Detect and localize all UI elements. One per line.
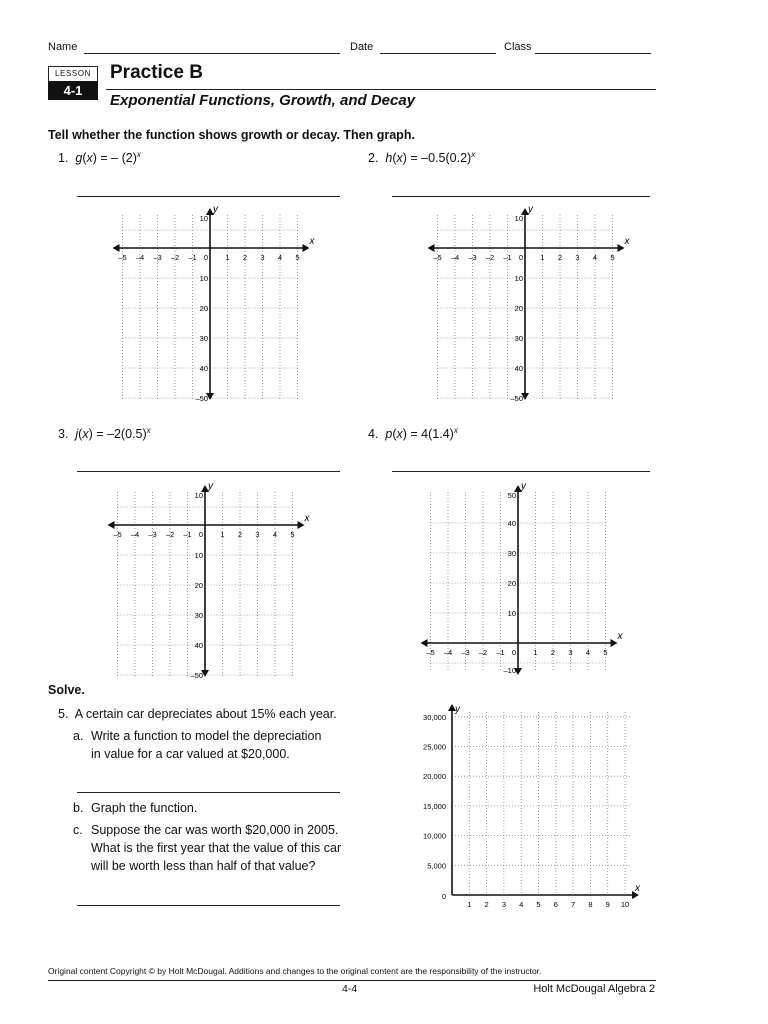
y-tick-label: –50 (195, 394, 208, 403)
x-tick-label: –4 (450, 253, 460, 262)
y-tick-label: 0 (441, 892, 446, 901)
x-tick-label: 3 (260, 253, 265, 262)
x-tick-label: 1 (540, 253, 545, 262)
y-tick-label: 10,000 (423, 831, 446, 841)
book-title: Holt McDougal Algebra 2 (533, 983, 655, 995)
x-tick-label: 1 (225, 253, 230, 262)
y-tick-label: 20 (199, 304, 208, 313)
problem-4: 4. $p(x) = 4(1.4)^x$ (368, 426, 458, 442)
y-tick-label: 10 (507, 609, 516, 618)
y-tick-label: 40 (194, 641, 203, 650)
y-tick-label: 5,000 (427, 861, 446, 871)
x-tick-label: 0 (511, 648, 517, 657)
class-field[interactable] (535, 53, 651, 54)
x-axis-label: x (304, 513, 310, 524)
section1-instructions: Tell whether the function shows growth or decay. Then graph. (48, 128, 415, 142)
x-axis-arrow-right (298, 521, 305, 529)
x-tick-label: –2 (165, 530, 175, 539)
x-axis-label: x (309, 236, 315, 247)
name-label: Name (48, 41, 78, 53)
graph-4[interactable] (418, 477, 633, 687)
y-tick-label: 10 (194, 491, 203, 500)
x-tick-label: 3 (568, 648, 573, 657)
copyright-notice: Original content Copyright © by Holt McDougal. Additions and changes to the original content are the responsibility of the instructor. (48, 966, 542, 976)
x-tick-label: 1 (533, 648, 538, 657)
graph-1[interactable] (110, 200, 320, 410)
y-tick-label: 30 (514, 334, 523, 343)
part-c-text: Suppose the car was worth $20,000 in 2005. What is the first year that the value of this car will be worth less than half of that value? (91, 823, 342, 873)
x-tick-label: 3 (501, 900, 506, 909)
x-tick-label: 5 (295, 253, 300, 262)
y-tick-label: 15,000 (423, 801, 446, 811)
x-tick-label: –5 (433, 253, 442, 262)
answer-line-4[interactable] (392, 471, 650, 472)
x-tick-label: 3 (255, 530, 260, 539)
graph-3[interactable] (105, 477, 315, 687)
x-tick-label: 4 (592, 253, 598, 262)
lesson-label: LESSON (48, 66, 98, 81)
x-tick-label: 4 (519, 900, 524, 909)
x-tick-label: –1 (503, 253, 512, 262)
y-tick-label: 10 (199, 214, 208, 223)
answer-line-1[interactable] (77, 196, 340, 197)
title-rule (106, 89, 656, 90)
x-tick-label: –3 (461, 648, 470, 657)
answer-line-3[interactable] (77, 471, 340, 472)
page-subtitle: Exponential Functions, Growth, and Decay (110, 92, 416, 109)
date-label: Date (350, 41, 374, 53)
x-axis-arrow-right (303, 244, 310, 252)
x-tick-label: 2 (484, 900, 489, 909)
y-tick-label: 50 (507, 491, 516, 500)
x-tick-label: 10 (620, 900, 630, 909)
y-tick-label: 40 (507, 519, 516, 528)
problem-5: 5. A certain car depreciates about 15% each year. (58, 707, 337, 721)
y-tick-label: –10 (503, 666, 516, 675)
x-tick-label: –1 (496, 648, 505, 657)
problem-1: 1. g(x) = – $(2)^x$ (58, 150, 141, 166)
part-a-text: Write a function to model the depreciation in value for a car valued at $20,000. (91, 729, 322, 761)
x-tick-label: 5 (610, 253, 615, 262)
x-tick-label: –5 (118, 253, 127, 262)
y-tick-label: –50 (190, 671, 203, 680)
problem-2: 2. $h(x) = -0.5(0.2)^x$ (368, 150, 476, 166)
y-tick-label: 10 (514, 274, 523, 283)
x-tick-label: –3 (468, 253, 477, 262)
x-axis-label: x (635, 883, 640, 894)
x-tick-label: –2 (478, 648, 488, 657)
x-axis-arrow-left (428, 244, 435, 252)
x-tick-label: 5 (603, 648, 608, 657)
x-tick-label: 1 (467, 900, 472, 909)
x-tick-label: 2 (557, 253, 563, 262)
x-tick-label: –2 (485, 253, 495, 262)
x-tick-label: –4 (130, 530, 140, 539)
x-tick-label: 6 (553, 900, 558, 909)
y-tick-label: 30 (199, 334, 208, 343)
part-c-label: c. (73, 823, 83, 837)
y-tick-label: –50 (510, 394, 523, 403)
y-tick-label: 10 (514, 214, 523, 223)
x-tick-label: 4 (585, 648, 591, 657)
page-number: 4-4 (342, 983, 358, 995)
page-title: Practice B (110, 62, 203, 83)
y-axis-label: y (455, 704, 460, 715)
y-axis-label: y (208, 481, 213, 492)
y-tick-label: 40 (514, 364, 523, 373)
x-tick-label: 5 (290, 530, 295, 539)
x-tick-label: 0 (198, 530, 204, 539)
name-field[interactable] (84, 53, 340, 54)
x-tick-label: 4 (272, 530, 278, 539)
y-tick-label: 20,000 (423, 772, 446, 782)
x-tick-label: 2 (237, 530, 243, 539)
x-axis-arrow-right (611, 639, 618, 647)
x-axis-arrow-left (113, 244, 120, 252)
y-tick-label: 10 (199, 274, 208, 283)
y-axis-label: y (213, 204, 218, 215)
x-tick-label: 7 (571, 900, 576, 909)
y-tick-label: 20 (514, 304, 523, 313)
part-b-text: Graph the function. (91, 801, 198, 815)
x-tick-label: –3 (153, 253, 162, 262)
date-field[interactable] (380, 53, 496, 54)
car-value-graph[interactable] (405, 700, 645, 915)
x-tick-label: –5 (113, 530, 122, 539)
x-axis-label: x (624, 236, 630, 247)
x-tick-label: –1 (188, 253, 197, 262)
x-tick-label: 4 (277, 253, 283, 262)
lesson-badge (48, 66, 98, 100)
x-tick-label: –4 (443, 648, 453, 657)
x-tick-label: –4 (135, 253, 145, 262)
x-axis-arrow-left (108, 521, 115, 529)
x-tick-label: 1 (220, 530, 225, 539)
class-label: Class (504, 41, 532, 53)
section2-heading: Solve. (48, 683, 85, 697)
y-tick-label: 30,000 (423, 712, 446, 722)
footer-rule (48, 980, 656, 981)
y-tick-label: 40 (199, 364, 208, 373)
x-tick-label: –2 (170, 253, 180, 262)
x-axis-arrow-left (421, 639, 428, 647)
y-tick-label: 25,000 (423, 742, 446, 752)
x-tick-label: 3 (575, 253, 580, 262)
y-tick-label: 30 (194, 611, 203, 620)
y-tick-label: 10 (194, 551, 203, 560)
problem-3: 3. $j(x) = -2(0.5)^x$ (58, 426, 151, 442)
x-tick-label: 5 (536, 900, 541, 909)
answer-line-2[interactable] (392, 196, 650, 197)
x-tick-label: 8 (588, 900, 593, 909)
x-tick-label: 0 (518, 253, 524, 262)
x-axis-arrow-right (618, 244, 625, 252)
y-tick-label: 20 (194, 581, 203, 590)
y-tick-label: 20 (507, 579, 516, 588)
x-tick-label: –5 (426, 648, 435, 657)
y-tick-label: 30 (507, 549, 516, 558)
x-tick-label: 2 (242, 253, 248, 262)
x-tick-label: –1 (183, 530, 192, 539)
y-axis-label: y (521, 481, 526, 492)
x-tick-label: 9 (605, 900, 610, 909)
x-tick-label: 0 (203, 253, 209, 262)
answer-line-5c[interactable] (77, 905, 340, 906)
y-axis-label: y (528, 204, 533, 215)
x-axis-label: x (617, 631, 623, 642)
part-a-label: a. (73, 729, 84, 743)
x-tick-label: –3 (148, 530, 157, 539)
part-b-label: b. (73, 801, 84, 815)
lesson-number: 4-1 (48, 81, 98, 100)
graph-2[interactable] (425, 200, 635, 410)
x-tick-label: 2 (550, 648, 556, 657)
answer-line-5a[interactable] (77, 792, 340, 793)
